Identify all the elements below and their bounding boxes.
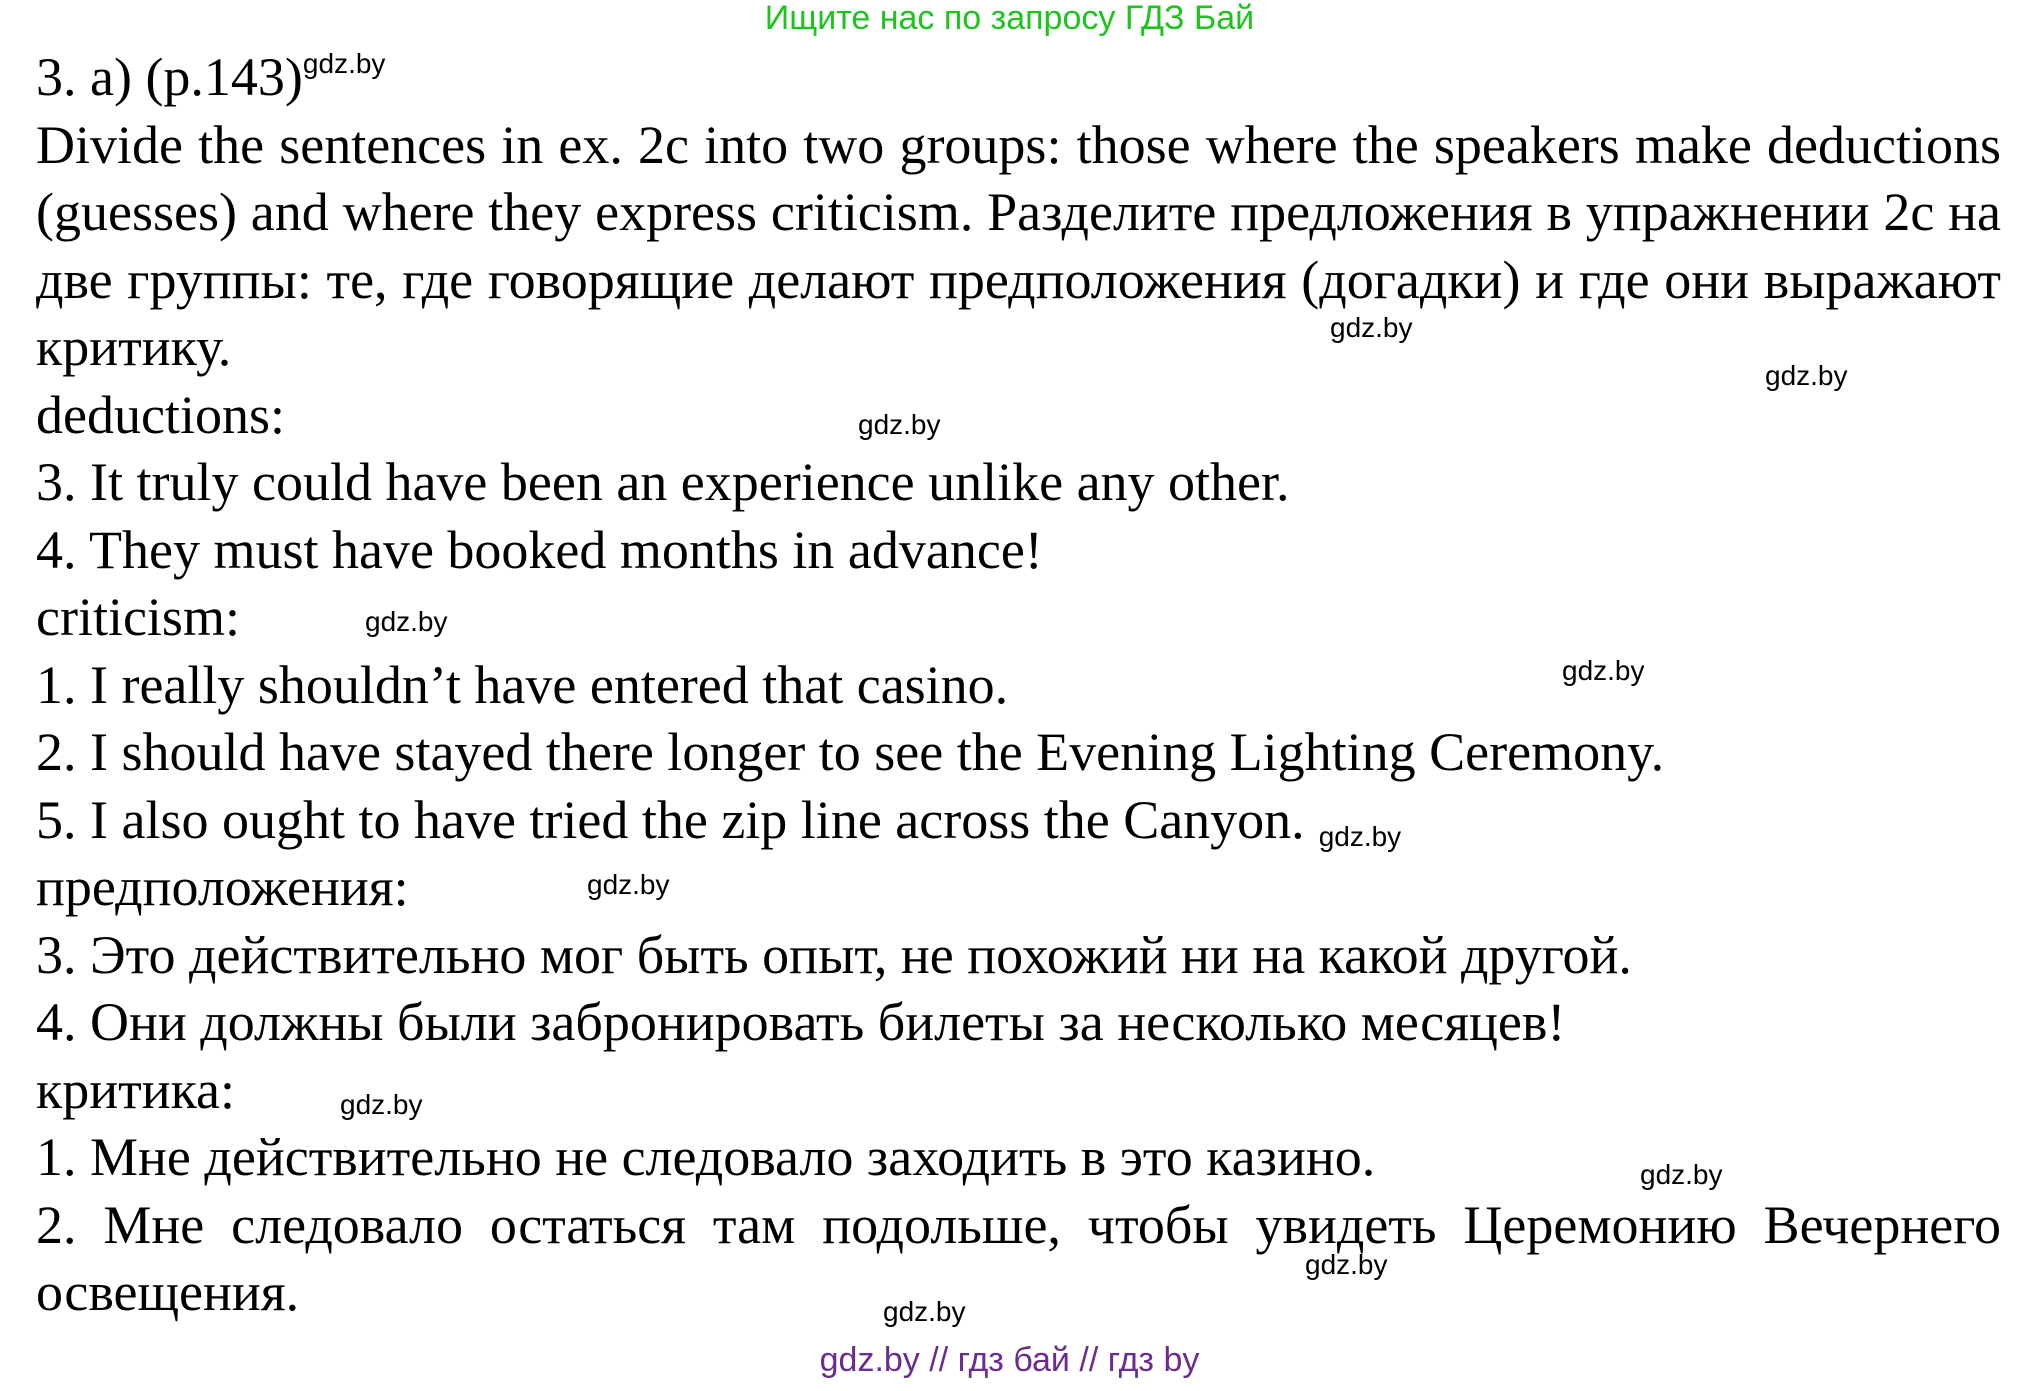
criticism-item: 5. I also ought to have tried the zip line across the Canyon. [36, 789, 1305, 850]
watermark: gdz.by [1305, 1249, 1388, 1280]
kritika-item: 1. Мне действительно не следовало заходить в это казино. [36, 1127, 1376, 1187]
kritika-item: 2. Мне следовало остаться там подольше, чтобы увидеть Церемонию Вечернего освещения. [36, 1194, 2001, 1322]
watermark: gdz.by [302, 48, 386, 79]
watermark: gdz.by [1330, 312, 1413, 343]
search-banner[interactable]: Ищите нас по запросу ГДЗ Бай [764, 0, 1255, 37]
heading-text: 3. a) (p.143) [36, 47, 303, 107]
watermark: gdz.by [340, 1089, 423, 1120]
exercise-heading [36, 44, 2001, 112]
predpolozheniya-item: 4. Они должны были забронировать билеты за несколько месяцев! [36, 992, 1566, 1052]
watermark: gdz.by [1640, 1159, 1723, 1190]
watermark: gdz.by [1318, 820, 1402, 852]
kritika-label: критика: [36, 1059, 236, 1120]
criticism-label: criticism: [36, 587, 240, 647]
criticism-item: 2. I should have stayed there longer to see the Evening Lighting Ceremony. [36, 722, 1665, 782]
answer-document [36, 44, 2001, 1327]
watermark: gdz.by [883, 1296, 966, 1327]
watermark: gdz.by [365, 606, 448, 637]
watermark: gdz.by [587, 869, 670, 900]
watermark: gdz.by [1562, 655, 1645, 686]
instruction-text: Divide the sentences in ex. 2c into two groups: those where the speakers make deductions (guesses) and where they express criticism. Разделите предложения в упражнении 2c на две группы: те, где говорящие делают предположения (догадки) и где они выражают критику. [36, 114, 2001, 377]
criticism-item-row [36, 787, 2001, 855]
criticism-item: 1. I really shouldn’t have entered that casino. [36, 654, 1009, 715]
predpolozheniya-label: предположения: [36, 857, 409, 917]
deductions-item: 4. They must have booked months in advance! [36, 519, 1043, 580]
watermark: gdz.by [858, 409, 941, 440]
predpolozheniya-item: 3. Это действительно мог быть опыт, не похожий ни на какой другой. [36, 924, 1632, 985]
deductions-label: deductions: [36, 384, 285, 445]
deductions-item: 3. It truly could have been an experience unlike any other. [36, 452, 1290, 512]
watermark: gdz.by [1765, 360, 1848, 391]
footer-links[interactable]: gdz.by // гдз бай // гдз by [819, 1341, 1200, 1379]
